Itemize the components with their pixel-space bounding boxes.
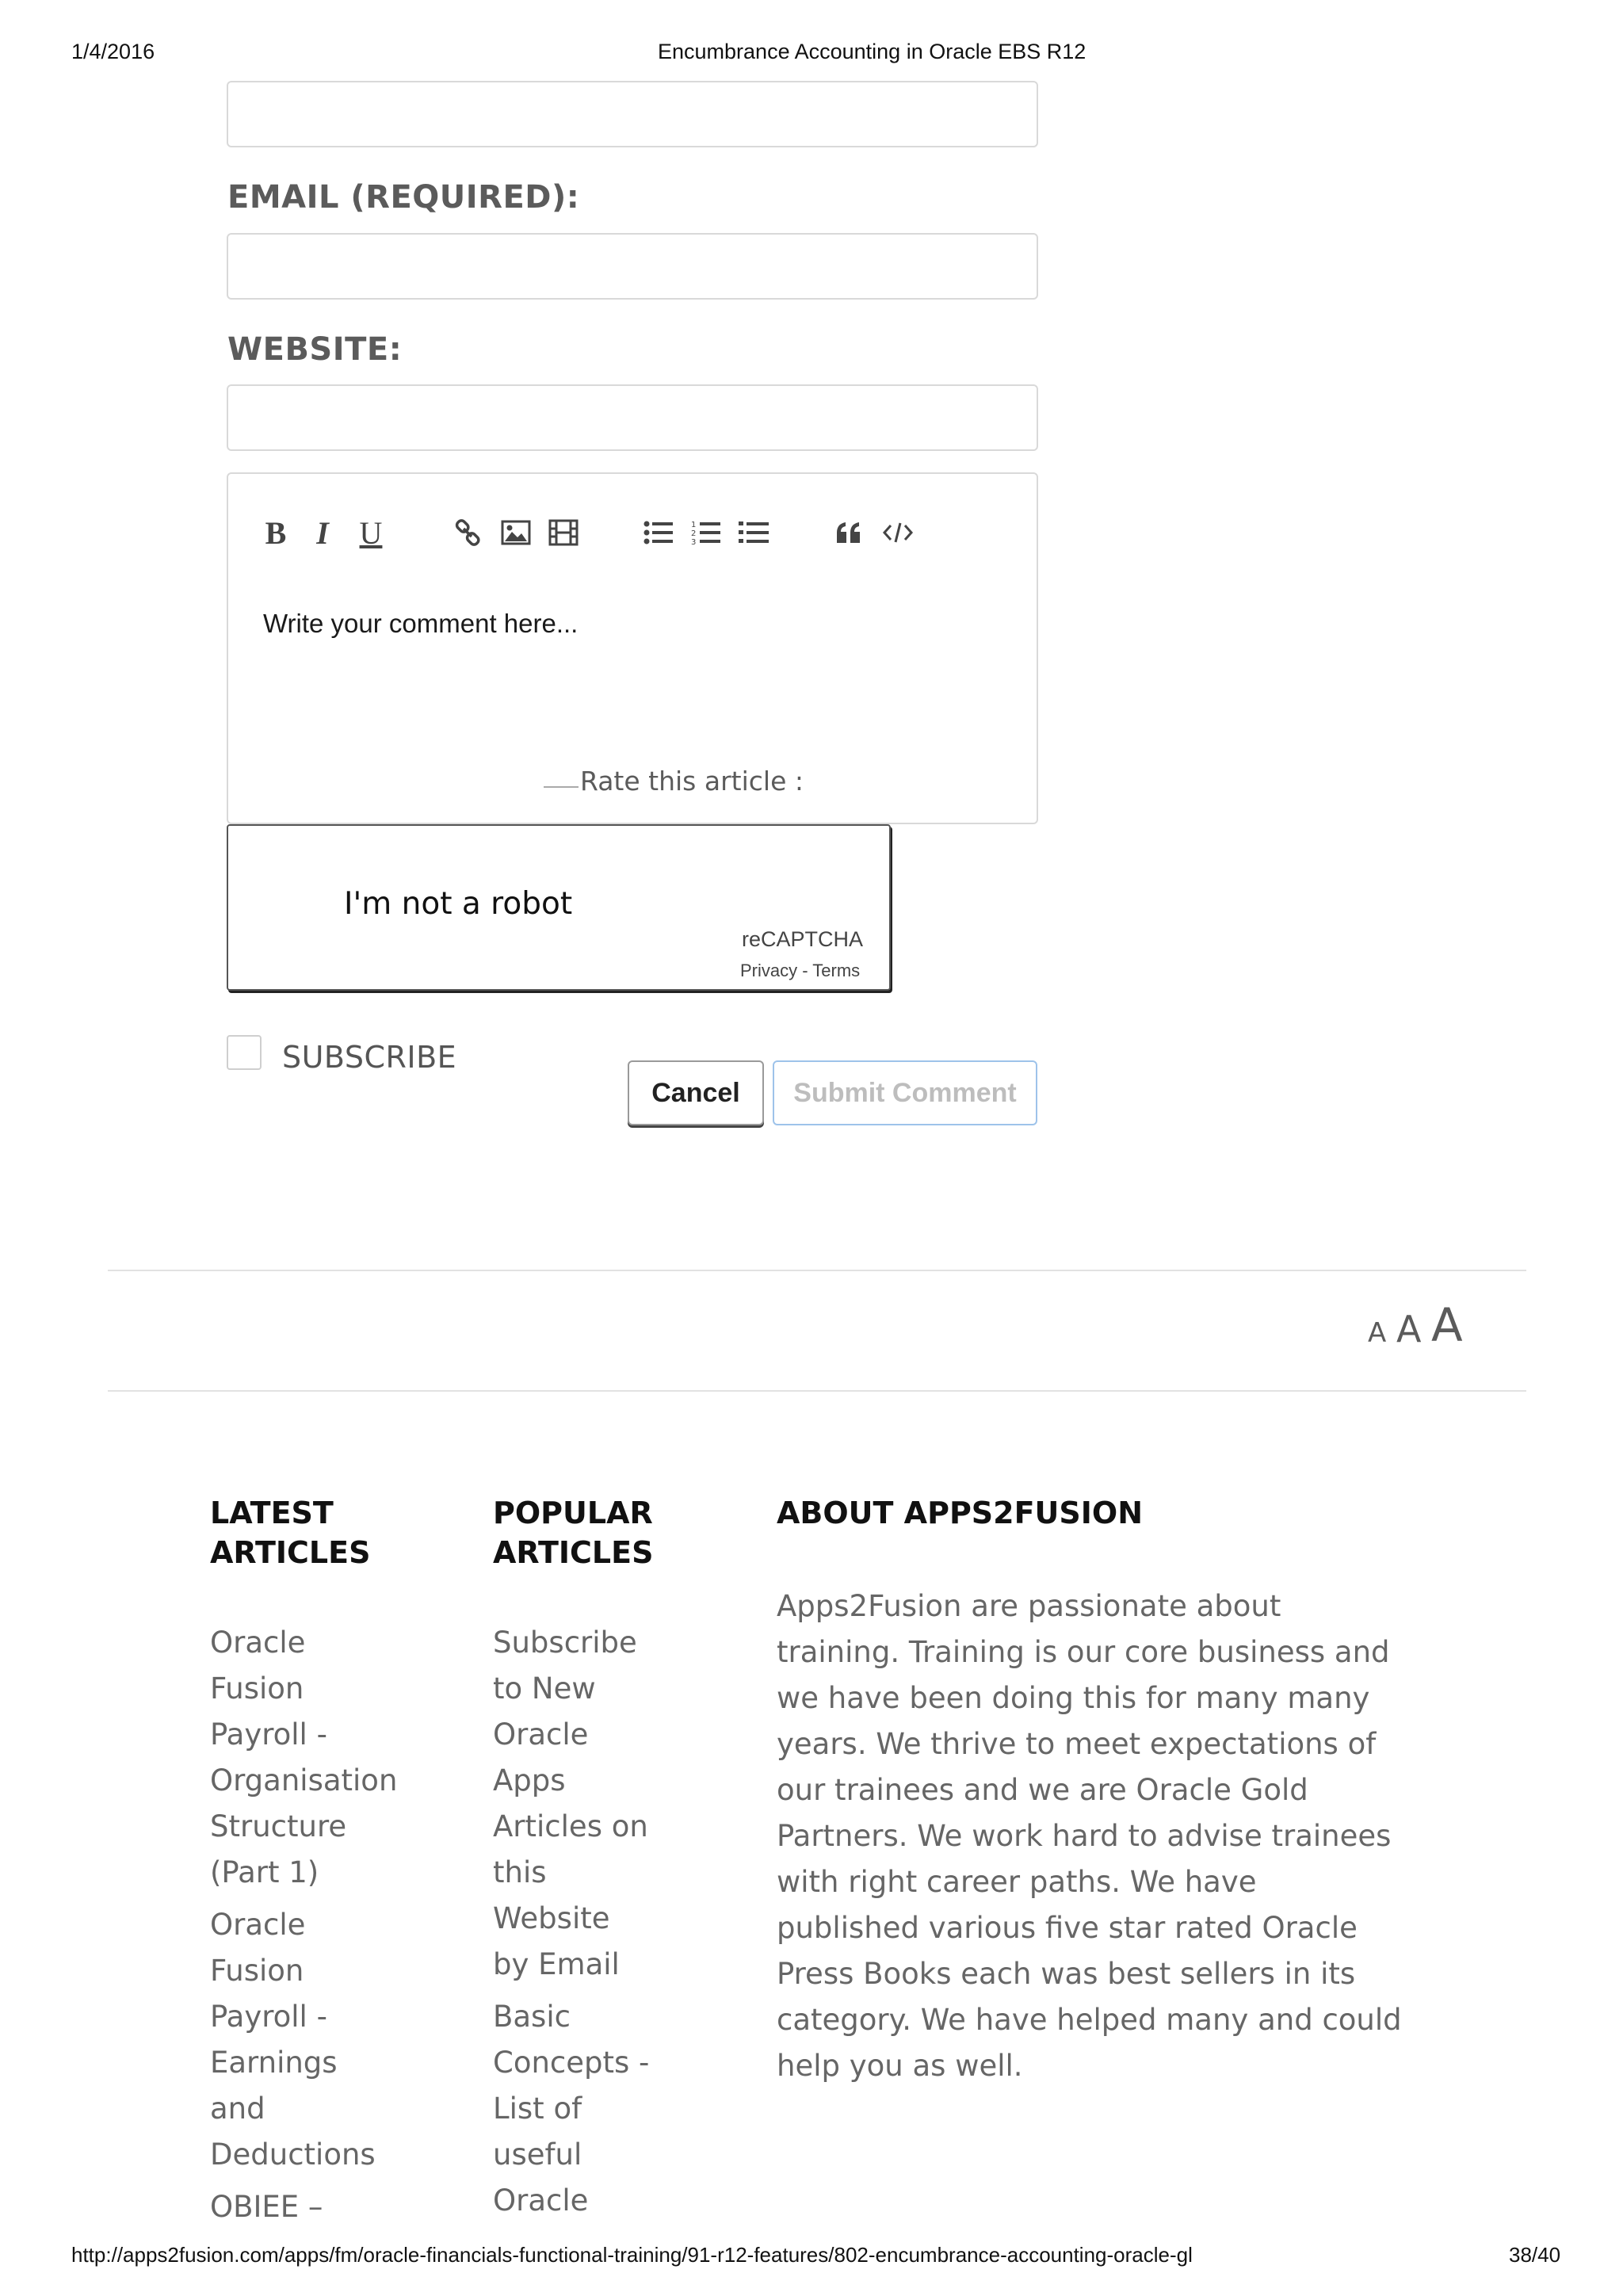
italic-icon[interactable]: I <box>316 514 329 551</box>
quote-icon[interactable] <box>832 514 865 552</box>
latest-article-link[interactable]: Oracle Fusion Payroll - Earnings and Deductions <box>210 1908 376 2172</box>
about-text: Apps2Fusion are passionate about training. Training is our core business and we have been doing this for many many years. We thrive to meet expectations of our trainees and we are Oracle Gold Partners. We work hard to advise trainees with right career paths. We have published various five star rated Oracle Press Books each was best sellers in its category. We have helped many and could help you as well. <box>777 1589 1402 2083</box>
image-icon[interactable] <box>499 514 533 552</box>
rate-article-label: Rate this article : <box>580 766 804 797</box>
recaptcha-links[interactable]: Privacy - Terms <box>740 961 861 980</box>
latest-articles-heading: LATEST ARTICLES <box>210 1496 371 1570</box>
divider-top <box>108 1270 1526 1271</box>
comment-placeholder: Write your comment here... <box>263 609 579 638</box>
latest-article-link[interactable]: OBIEE – <box>210 2190 323 2224</box>
link-icon[interactable] <box>452 514 483 552</box>
video-icon[interactable] <box>547 514 580 552</box>
latest-article-link[interactable]: Oracle Fusion Payroll - Organisation Structure (Part 1) <box>210 1626 398 1889</box>
print-title: Encumbrance Accounting in Oracle EBS R12 <box>658 40 1086 63</box>
numbered-list-icon[interactable] <box>689 514 723 552</box>
font-size-small[interactable]: A <box>1368 1317 1387 1349</box>
font-size-medium[interactable]: A <box>1396 1308 1422 1350</box>
popular-articles-column <box>493 1493 654 2230</box>
list-icon[interactable] <box>737 514 770 552</box>
underline-icon[interactable]: U <box>359 514 383 551</box>
recaptcha-widget[interactable] <box>227 824 891 991</box>
svg-text:2: 2 <box>691 529 697 538</box>
font-size-large[interactable]: A <box>1431 1298 1463 1352</box>
bold-icon[interactable]: B <box>265 514 287 551</box>
subscribe-label: SUBSCRIBE <box>282 1040 457 1075</box>
popular-article-link[interactable]: Basic Concepts - List of useful Oracle <box>493 2000 650 2218</box>
latest-articles-column <box>210 1493 472 2237</box>
rating-stars-line <box>544 786 579 788</box>
popular-articles-heading: POPULAR ARTICLES <box>493 1496 654 1570</box>
bullet-list-icon[interactable] <box>642 514 675 552</box>
submit-comment-button[interactable]: Submit Comment <box>773 1060 1037 1125</box>
name-field[interactable] <box>227 81 1038 147</box>
divider-bottom <box>108 1390 1526 1392</box>
about-heading: ABOUT APPS2FUSION <box>777 1496 1144 1530</box>
email-field[interactable] <box>227 233 1038 300</box>
recaptcha-brand: reCAPTCHA <box>742 927 864 951</box>
code-icon[interactable] <box>880 514 916 552</box>
popular-article-link[interactable]: Subscribe to New Oracle Apps Articles on this Website by Email <box>493 1626 648 1981</box>
subscribe-checkbox[interactable] <box>227 1035 262 1070</box>
svg-text:1: 1 <box>691 521 697 529</box>
print-date: 1/4/2016 <box>71 40 155 63</box>
email-label: EMAIL (REQUIRED): <box>227 179 580 216</box>
comment-editor[interactable] <box>227 472 1038 824</box>
website-field[interactable] <box>227 384 1038 451</box>
print-page-number: 38/40 <box>1509 2243 1561 2267</box>
svg-text:3: 3 <box>691 538 697 545</box>
website-label: WEBSITE: <box>227 331 403 368</box>
about-column <box>777 1493 1411 2089</box>
recaptcha-label: I'm not a robot <box>344 886 573 922</box>
cancel-button[interactable]: Cancel <box>628 1060 764 1125</box>
print-url: http://apps2fusion.com/apps/fm/oracle-financials-functional-training/91-r12-features/802-encumbrance-accounting-oracle-gl <box>71 2243 1193 2267</box>
